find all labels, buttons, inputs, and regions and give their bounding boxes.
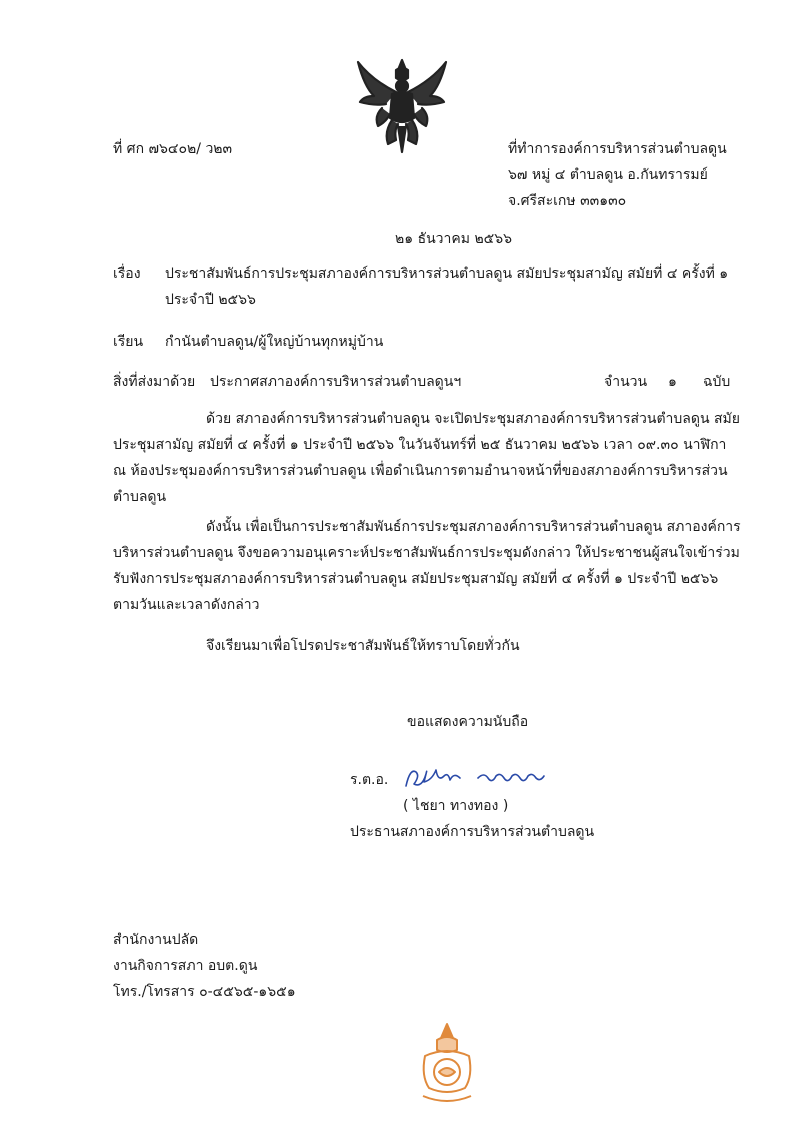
body-line: ด้วย สภาองค์การบริหารส่วนตำบลดูน จะเปิดประชุมสภาองค์การบริหารส่วนตำบลดูน สมัย [206,411,740,427]
footer-phone: โทร./โทรสาร ๐-๔๕๖๕-๑๖๕๑ [113,984,296,1000]
enclosure-text: ประกาศสภาองค์การบริหารส่วนตำบลดูนฯ [210,374,462,390]
sender-address-line-1: ที่ทำการองค์การบริหารส่วนตำบลดูน [508,141,727,157]
garuda-emblem-icon [352,56,452,156]
body-line: ตำบลดูน [113,489,167,505]
enclosure-label: สิ่งที่ส่งมาด้วย [113,374,196,390]
enclosure-qty-label: จำนวน [604,374,648,390]
signer-rank: ร.ต.อ. [350,772,389,788]
body-line: บริหารส่วนตำบลดูน จึงขอความอนุเคราะห์ประชาสัมพันธ์การประชุมดังกล่าว ให้ประชาชนผู้สนใจเข้าร่วม [113,545,740,561]
body-line: ตามวันและเวลาดังกล่าว [113,597,260,613]
body-paragraph-1 [113,406,743,510]
subject-line-1: ประชาสัมพันธ์การประชุมสภาองค์การบริหารส่วนตำบลดูน สมัยประชุมสามัญ สมัยที่ ๔ ครั้งที่ ๑ [165,266,729,282]
sender-address-line-2: ๖๗ หมู่ ๔ ตำบลดูน อ.กันทรารมย์ [508,167,708,183]
enclosure-unit: ฉบับ [703,374,731,390]
body-paragraph-2 [113,514,743,618]
signer-name: ( ไชยา ทางทอง ) [403,798,509,814]
sender-address-line-3: จ.ศรีสะเกษ ๓๓๑๓๐ [508,193,627,209]
footer-office: สำนักงานปลัด [113,932,199,948]
signer-position: ประธานสภาองค์การบริหารส่วนตำบลดูน [350,824,595,840]
handwritten-signature [402,758,562,798]
subject-label: เรื่อง [113,266,141,282]
recipient-text: กำนันตำบลดูน/ผู้ใหญ่บ้านทุกหมู่บ้าน [165,334,384,350]
body-line: รับฟังการประชุมสภาองค์การบริหารส่วนตำบลดูน สมัยประชุมสามัญ สมัยที่ ๔ ครั้งที่ ๑ ประจำปี ๒๕๖๖ [113,571,719,587]
footer-section: งานกิจการสภา อบต.ดูน [113,958,258,974]
letter-date: ๒๑ ธันวาคม ๒๕๖๖ [395,231,513,247]
organization-seal-icon [415,1020,479,1106]
reference-number: ที่ ศก ๗๖๔๐๒/ ว๒๓ [113,141,233,157]
recipient-label: เรียน [113,334,144,350]
subject-line-2: ประจำปี ๒๕๖๖ [165,292,256,308]
closing-regards: ขอแสดงความนับถือ [407,714,529,730]
body-line: ประชุมสามัญ สมัยที่ ๔ ครั้งที่ ๑ ประจำปี ๒๕๖๖ ในวันจันทร์ที่ ๒๕ ธันวาคม ๒๕๖๖ เวลา ๐๙.๓๐ นาฬิกา [113,437,727,453]
body-line: ดังนั้น เพื่อเป็นการประชาสัมพันธ์การประชุมสภาองค์การบริหารส่วนตำบลดูน สภาองค์การ [206,519,741,535]
body-line: ณ ห้องประชุมองค์การบริหารส่วนตำบลดูน เพื่อดำเนินการตามอำนาจหน้าที่ของสภาองค์การบริหารส่วน [113,463,728,479]
body-paragraph-3: จึงเรียนมาเพื่อโปรดประชาสัมพันธ์ให้ทราบโดยทั่วกัน [206,638,520,654]
enclosure-qty: ๑ [668,374,677,390]
